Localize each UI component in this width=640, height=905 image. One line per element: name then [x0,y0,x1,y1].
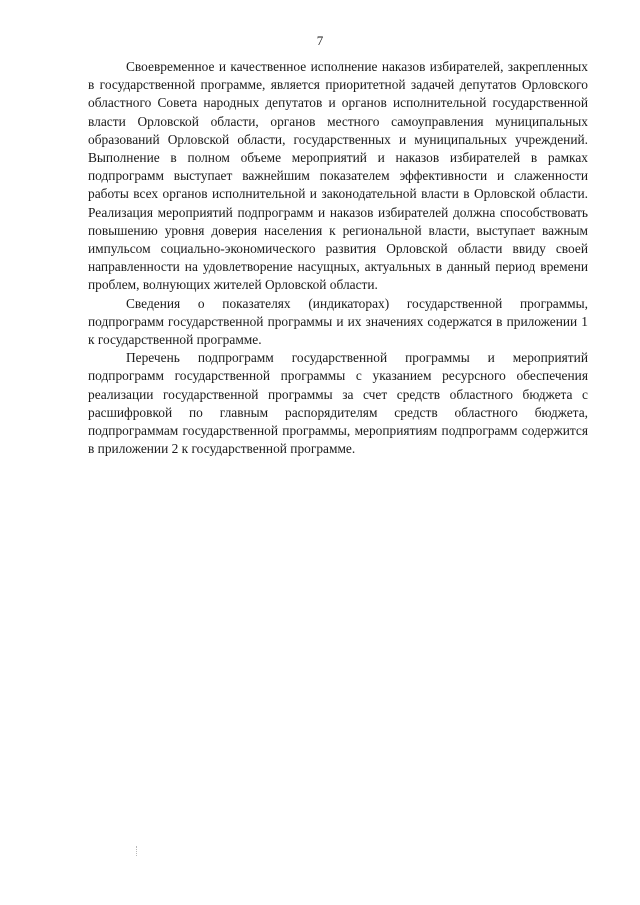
document-body [88,58,588,458]
page-number: 7 [316,33,324,48]
paragraph-subprograms-list: Перечень подпрограмм государственной программы и мероприятий подпрограмм государственной программы с указанием ресурсного обеспечения реализации государственной программы за счет средств областного бюджета с расшифровкой по главным распорядителям средств областного бюджета, подпрограммам государственной программы, мероприятиям подпрограмм содержится в приложении 2 к государственной программе. [88,350,588,457]
paragraph-indicators: Сведения о показателях (индикаторах) государственной программы, подпрограмм государственной программы и их значениях содержатся в приложении 1 к государственной программе. [88,295,588,348]
scan-artifact [136,846,139,856]
paragraph-voter-mandates: Своевременное и качественное исполнение наказов избирателей, закрепленных в государственной программе, является приоритетной задачей депутатов Орловского областного Совета народных депутатов и органов исполнительной государственной власти Орловской области, органов местного самоуправления муниципальных образований Орловской области, государственных и муниципальных учреждений. Выполнение в полном объеме мероприятий и наказов избирателей в рамках подпрограмм выступает важнейшим показателем эффективности и слаженности работы всех органов исполнительной и законодательной власти в Орловской области. Реализация мероприятий подпрограмм и наказов избирателей должна способствовать повышению уровня доверия населения к региональной власти, выступает важным импульсом социально-экономического развития Орловской области ввиду своей направленности на удовлетворение насущных, актуальных в данный период времени проблем, волнующих жителей Орловской области. [88,59,588,293]
